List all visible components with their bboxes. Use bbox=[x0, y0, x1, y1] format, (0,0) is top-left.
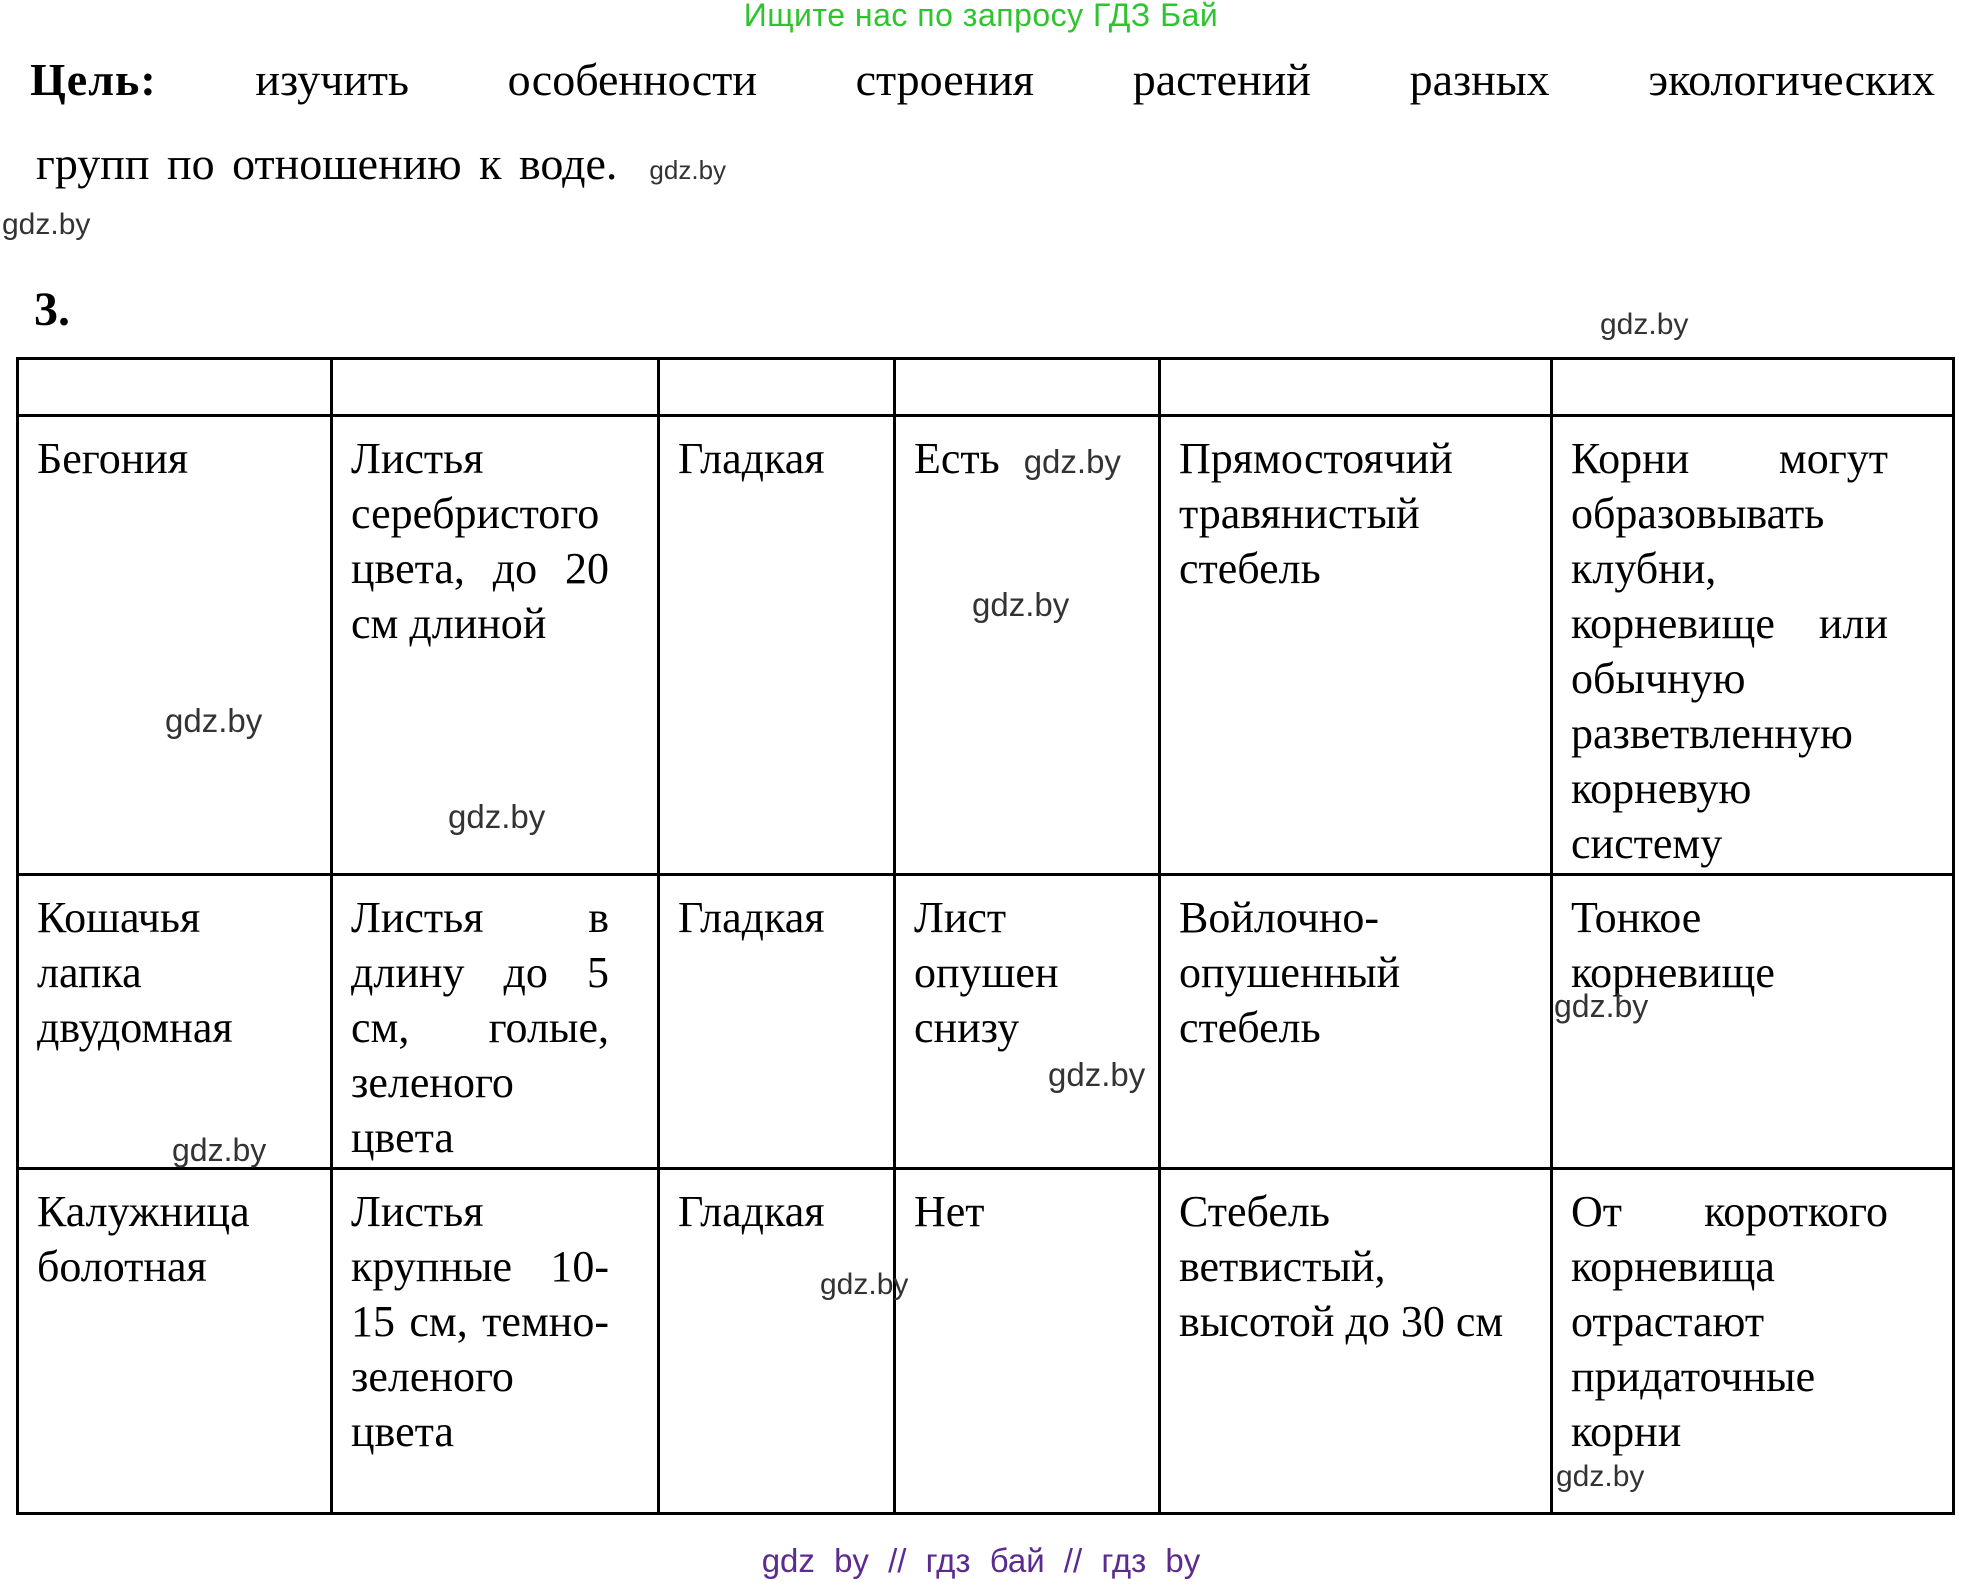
header-cell bbox=[332, 359, 659, 416]
section-number: 3. bbox=[34, 283, 70, 336]
cell-roots: Корни могут образовывать клубни, корневище или обычную разветвленную корневую систему bbox=[1552, 416, 1954, 875]
cell-surface: Гладкая bbox=[659, 1169, 895, 1514]
cell-stem: Стебель ветвистый, высотой до 30 см bbox=[1160, 1169, 1552, 1514]
cell-surface: Гладкая bbox=[659, 416, 895, 875]
promo-banner: Ищите нас по запросу ГДЗ Бай bbox=[743, 0, 1219, 33]
header-cell bbox=[18, 359, 332, 416]
goal-paragraph-line2 bbox=[36, 134, 726, 200]
gdz-watermark: gdz.by bbox=[1554, 988, 1649, 1024]
cell-leaves: Листья серебристого цвета, до 20 см длиной bbox=[332, 416, 659, 875]
table-row bbox=[18, 1169, 1954, 1514]
gdz-watermark: gdz.by bbox=[165, 702, 263, 739]
cell-pubescence-text: Есть bbox=[914, 434, 1000, 483]
goal-text-continued: групп по отношению к воде. bbox=[36, 138, 618, 189]
gdz-watermark: gdz.by bbox=[820, 1268, 909, 1301]
goal-label: Цель: bbox=[30, 54, 157, 105]
gdz-watermark: gdz.by bbox=[172, 1132, 267, 1168]
header-cell bbox=[895, 359, 1160, 416]
cell-stem: Войлочно-опушенный стебель bbox=[1160, 875, 1552, 1169]
cell-roots: От короткого корневища отрастают придаточные корни bbox=[1552, 1169, 1954, 1514]
cell-leaves: Листья в длину до 5 см, голые, зеленого цвета bbox=[332, 875, 659, 1169]
cell-roots: Тонкое корневище bbox=[1552, 875, 1954, 1169]
cell-leaves: Листья крупные 10-15 см, темно-зеленого цвета bbox=[332, 1169, 659, 1514]
cell-surface: Гладкая bbox=[659, 875, 895, 1169]
gdz-watermark: gdz.by bbox=[1600, 308, 1689, 341]
header-cell bbox=[1552, 359, 1954, 416]
gdz-watermark: gdz.by bbox=[448, 798, 546, 835]
cell-plant-name: Кошачья лапка двудомная bbox=[18, 875, 332, 1169]
gdz-watermark: gdz.by bbox=[972, 586, 1070, 623]
gdz-watermark: gdz.by bbox=[649, 155, 727, 185]
gdz-watermark: gdz.by bbox=[1556, 1460, 1645, 1493]
plants-comparison-table-grid bbox=[16, 357, 1955, 1515]
plants-comparison-table bbox=[16, 357, 1955, 1515]
gdz-watermark: gdz.by bbox=[1048, 1056, 1146, 1093]
cell-plant-name: Бегония bbox=[18, 416, 332, 875]
goal-paragraph-line1 bbox=[30, 50, 1935, 110]
goal-text: изучить особенности строения растений разных экологических bbox=[255, 54, 1936, 105]
header-cell bbox=[659, 359, 895, 416]
table-row bbox=[18, 875, 1954, 1169]
cell-pubescence bbox=[895, 416, 1160, 875]
header-cell bbox=[1160, 359, 1552, 416]
gdz-watermark: gdz.by bbox=[1023, 443, 1121, 480]
cell-pubescence: Нет bbox=[895, 1169, 1160, 1514]
table-row bbox=[18, 416, 1954, 875]
table-header-row bbox=[18, 359, 1954, 416]
footer-watermark-line: gdz by // гдз бай // гдз by bbox=[761, 1542, 1201, 1579]
gdz-watermark: gdz.by bbox=[2, 208, 91, 241]
cell-plant-name: Калужница болотная bbox=[18, 1169, 332, 1514]
cell-pubescence: Лист опушен снизу bbox=[895, 875, 1160, 1169]
cell-stem: Прямостоячий травянистый стебель bbox=[1160, 416, 1552, 875]
